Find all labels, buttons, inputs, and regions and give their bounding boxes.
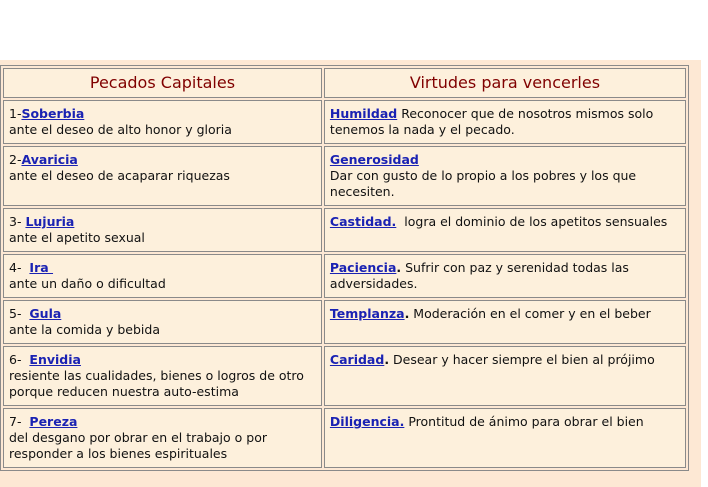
sin-cell xyxy=(3,254,322,298)
virtue-cell xyxy=(324,100,686,144)
table-row xyxy=(3,300,686,344)
virtue-cell xyxy=(324,146,686,206)
virtue-link-castidad[interactable]: Castidad. xyxy=(329,214,397,229)
virtue-description: Reconocer que de nosotros mismos solo tenemos la nada y el pecado. xyxy=(329,106,654,137)
sin-cell xyxy=(3,408,322,468)
virtue-cell xyxy=(324,300,686,344)
sin-link-lujuria[interactable]: Lujuria xyxy=(25,214,75,229)
virtue-link-paciencia[interactable]: Paciencia xyxy=(329,260,397,275)
sin-number: 4- xyxy=(9,260,30,275)
virtue-description: logra el dominio de los apetitos sensuales xyxy=(396,214,668,229)
sin-number: 6- xyxy=(9,352,30,367)
virtue-cell xyxy=(324,254,686,298)
virtue-description: Dar con gusto de lo propio a los pobres y los que necesiten. xyxy=(329,168,637,199)
table-row xyxy=(3,146,686,206)
sin-link-ira[interactable]: Ira xyxy=(29,260,54,275)
sin-description: ante el deseo de alto honor y gloria xyxy=(9,122,232,137)
virtue-separator: . xyxy=(396,260,402,275)
sins-virtues-table xyxy=(0,65,689,471)
sin-description: del desgano por obrar en el trabajo o por responder a los bienes espirituales xyxy=(9,430,267,461)
sin-cell xyxy=(3,346,322,406)
sin-link-gula[interactable]: Gula xyxy=(29,306,62,321)
virtue-description: Moderación en el comer y en el beber xyxy=(409,306,651,321)
sin-number: 5- xyxy=(9,306,30,321)
sin-description: ante la comida y bebida xyxy=(9,322,160,337)
sin-cell xyxy=(3,300,322,344)
header-virtudes: Virtudes para vencerles xyxy=(324,68,686,98)
virtue-link-generosidad[interactable]: Generosidad xyxy=(329,152,419,167)
virtue-description: Prontitud de ánimo para obrar el bien xyxy=(404,414,644,429)
sin-description: ante el apetito sexual xyxy=(9,230,145,245)
virtue-description: Desear y hacer siempre el bien al prójimo xyxy=(389,352,655,367)
virtue-separator: . xyxy=(384,352,390,367)
sin-number: 2- xyxy=(9,152,22,167)
virtue-separator: . xyxy=(404,306,410,321)
sin-link-pereza[interactable]: Pereza xyxy=(29,414,78,429)
virtue-link-humildad[interactable]: Humildad xyxy=(329,106,398,121)
sin-cell xyxy=(3,146,322,206)
sin-number: 1- xyxy=(9,106,22,121)
virtue-link-caridad[interactable]: Caridad xyxy=(329,352,385,367)
table-row xyxy=(3,408,686,468)
sin-description: ante el deseo de acaparar riquezas xyxy=(9,168,230,183)
virtue-cell xyxy=(324,208,686,252)
table-row xyxy=(3,254,686,298)
sin-number: 7- xyxy=(9,414,30,429)
virtue-cell xyxy=(324,346,686,406)
virtue-description: Sufrir con paz y serenidad todas las adversidades. xyxy=(329,260,629,291)
table-row xyxy=(3,346,686,406)
virtue-cell xyxy=(324,408,686,468)
sin-cell xyxy=(3,100,322,144)
sin-description: ante un daño o dificultad xyxy=(9,276,166,291)
virtue-link-templanza[interactable]: Templanza xyxy=(329,306,405,321)
sin-link-soberbia[interactable]: Soberbia xyxy=(21,106,85,121)
table-row xyxy=(3,100,686,144)
sin-cell xyxy=(3,208,322,252)
sin-link-avaricia[interactable]: Avaricia xyxy=(21,152,78,167)
table-header-row xyxy=(3,68,686,98)
header-pecados-capitales: Pecados Capitales xyxy=(3,68,322,98)
virtue-link-diligencia[interactable]: Diligencia. xyxy=(329,414,405,429)
table-row xyxy=(3,208,686,252)
sin-description: resiente las cualidades, bienes o logros de otro porque reducen nuestra auto-estima xyxy=(9,368,304,399)
sin-number: 3- xyxy=(9,214,26,229)
sin-link-envidia[interactable]: Envidia xyxy=(29,352,81,367)
